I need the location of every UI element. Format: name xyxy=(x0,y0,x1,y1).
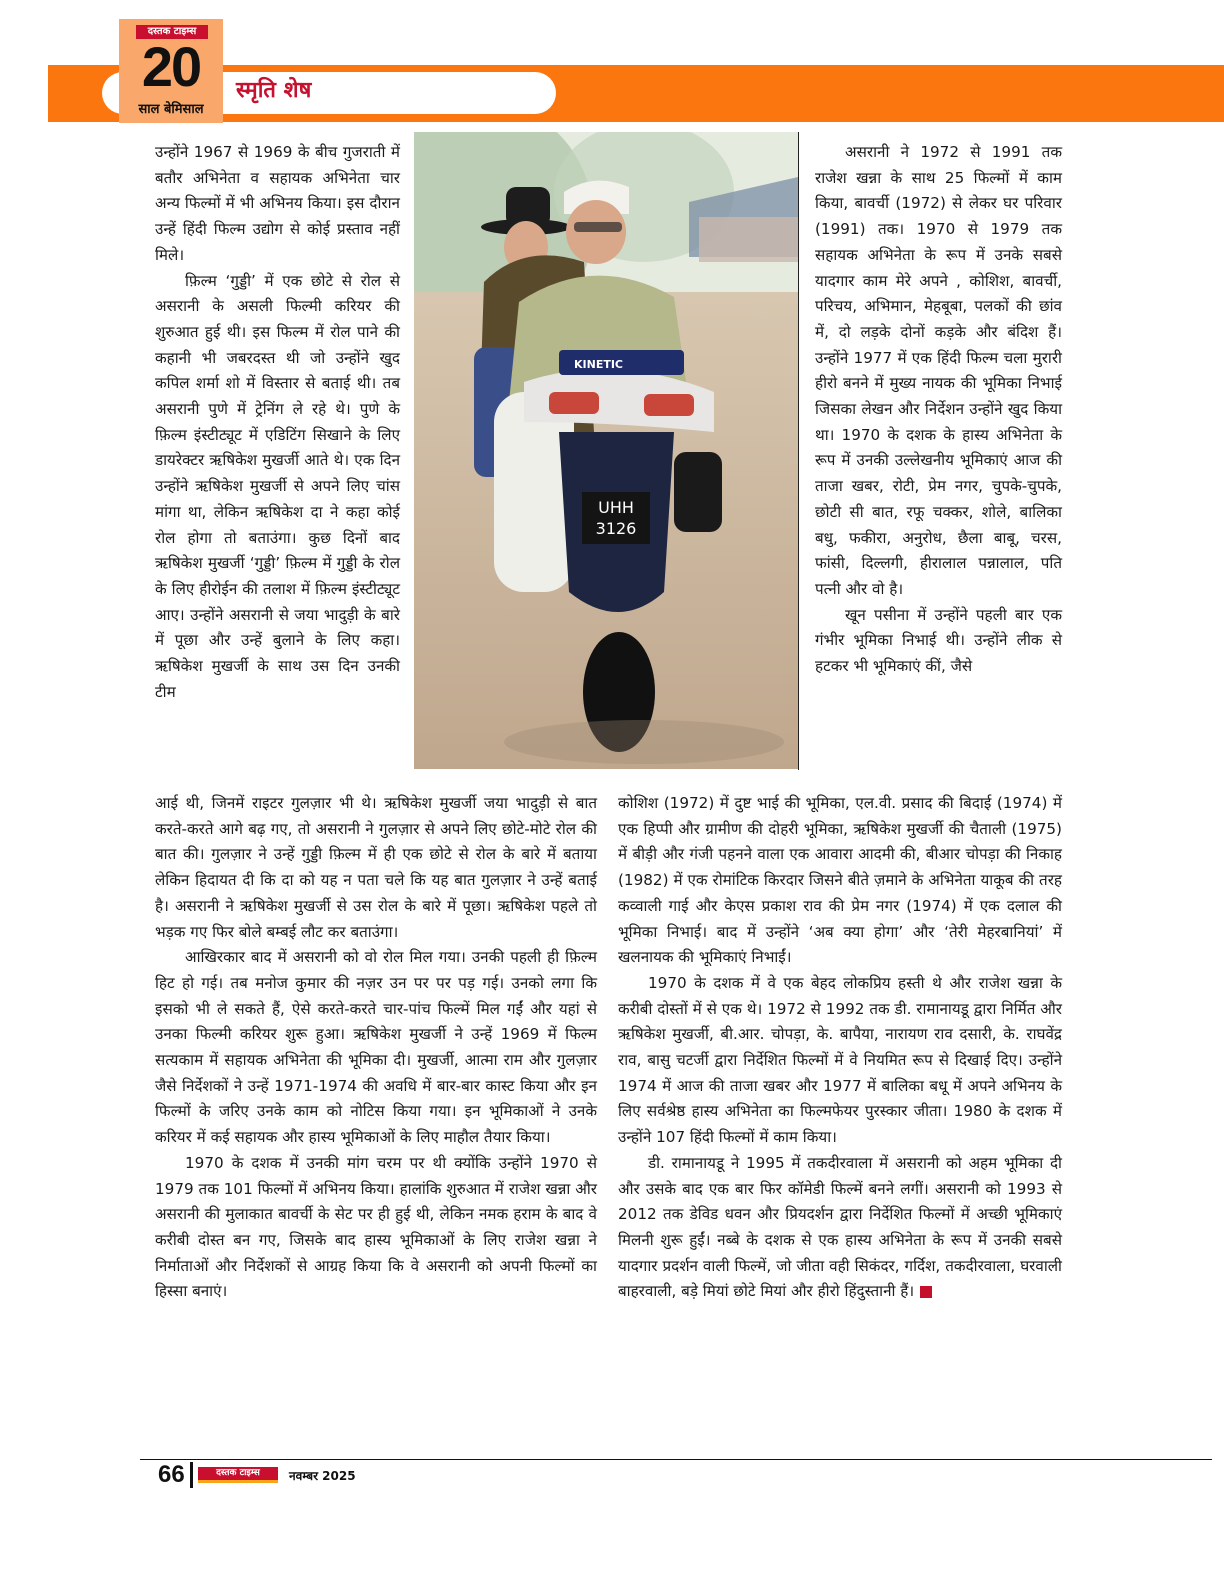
photo-scooter-riders xyxy=(414,132,798,769)
anniversary-number: 20 xyxy=(141,35,201,98)
photo-house-wall xyxy=(699,217,798,262)
publication-logo: दस्तक टाइम्स xyxy=(136,25,208,39)
paragraph: 1970 के दशक में उनकी मांग चरम पर थी क्योंकि उन्होंने 1970 से 1979 तक 101 फिल्मों में अभिनय किया। हालांकि शुरुआत में राजेश खन्ना और असरानी की मुलाकात बावर्ची के सेट पर ही हुई थी, लेकिन नमक हराम के बाद वे करीबी दोस्त बन गए, जिसके बाद हास्य भूमिकाओं के लिए राजेश खन्ना ने निर्माताओं और निर्देशकों से आग्रह किया कि वे असरानी को अपनी फिल्मों का हिस्सा बनाएं। xyxy=(155,1153,597,1301)
paragraph: 1970 के दशक में वे एक बेहद लोकप्रिय हस्ती थे और राजेश खन्ना के करीबी दोस्तों में से एक थे। 1972 से 1992 तक डी. रामानायडू द्वारा निर्मित और ऋषिकेश मुखर्जी, बी.आर. चोपड़ा, के. बापैया, नारायण राव दसारी, के. राघवेंद्र राव, बासु चटर्जी द्वारा निर्देशित फिल्मों में वे नियमित रूप से दिखाई दिए। उन्होंने 1974 में आज की ताजा खबर और 1977 में बालिका बधू में अपने अभिनय के लिए सर्वश्रेष्ठ हास्य अभिनेता का फिल्मफेयर पुरस्कार जीता। 1980 के दशक में उन्होंने 107 हिंदी फिल्मों में काम किया। xyxy=(618,973,1062,1147)
plate-line-1: UHH xyxy=(598,498,634,517)
paragraph: खून पसीना में उन्होंने पहली बार एक गंभीर भूमिका निभाई थी। उन्होंने लीक से हटकर भी भूमिकाएं कीं, जैसे xyxy=(815,605,1062,676)
footer-rule xyxy=(140,1459,1212,1460)
photo-indicator-left xyxy=(549,392,599,414)
photo-glasses xyxy=(574,222,622,232)
section-title: स्मृति शेष xyxy=(236,78,312,103)
anniversary-caption: साल बेमिसाल xyxy=(138,102,204,117)
photo-hat xyxy=(506,187,550,227)
photo-indicator-right xyxy=(644,394,694,416)
paragraph: आई थी, जिनमें राइटर गुलज़ार भी थे। ऋषिकेश मुखर्जी जया भादुड़ी से बात करते-करते आगे बढ़ गए, तो असरानी ने गुलज़ार से अपने लिए छोटे-मोटे रोल की बात की। गुलज़ार ने उन्हें गुड्डी फ़िल्म में ही एक छोटे से रोल के बारे में बताया लेकिन हिदायत दी कि दा को यह न पता चले कि यह बात गुलज़ार ने उन्हें बताई है। असरानी ने ऋषिकेश मुखर्जी से उस रोल के बारे में पूछा। ऋषिकेश पहले तो भड़क गए फिर बोले बम्बई लौट कर बताउंगा। xyxy=(155,794,597,941)
article-column-bottom-left xyxy=(155,791,597,1305)
paragraph-text: डी. रामानायडू ने 1995 में तकदीरवाला में असरानी को अहम भूमिका दी और उसके बाद एक बार फिर कॉमेडी फिल्में बनने लगीं। असरानी को 1993 से 2012 तक डेविड धवन और प्रियदर्शन द्वारा निर्देशित फिल्मों में अच्छी भूमिकाएं मिलनी शुरू हुईं। नब्बे के दशक से एक हास्य अभिनेता के रूप में उनकी सबसे यादगार प्रदर्शन वाली फिल्में, जो जीता वही सिकंदर, गर्दिश, तकदीरवाला, घरवाली बाहरवाली, बड़े मियां छोटे मियां और हीरो हिंदुस्तानी हैं। xyxy=(618,1153,1062,1301)
column-divider xyxy=(798,132,799,770)
paragraph: कोशिश (1972) में दुष्ट भाई की भूमिका, एल.वी. प्रसाद की बिदाई (1974) में एक हिप्पी और ग्रामीण की दोहरी भूमिका, ऋषिकेश मुखर्जी की चैताली (1975) में बीड़ी और गंजी पहनने वाला एक आवारा आदमी की, बीआर चोपड़ा की निकाह (1982) में एक रोमांटिक किरदार जिसने बीते ज़माने के अभिनेता याकूब की तरह कव्वाली गाई और केएस प्रकाश राव की प्रेम नगर (1974) में एक दलाल की भूमिका निभाई। बाद में उन्होंने ‘अब क्या होगा’ और ‘तेरी मेहरबानियां’ में खलनायक की भूमिकाएं निभाईं। xyxy=(618,794,1062,967)
plate-line-2: 3126 xyxy=(595,519,637,538)
page-number: 66 xyxy=(158,1461,185,1488)
article-column-bottom-right xyxy=(618,791,1062,1305)
issue-date: नवम्बर 2025 xyxy=(289,1469,356,1483)
article-photo xyxy=(414,132,798,769)
paragraph: आखिरकार बाद में असरानी को वो रोल मिल गया। उनकी पहली ही फ़िल्म हिट हो गई। तब मनोज कुमार की नज़र उन पर पर पड़ गई। उनको लगा कि इसको भी ले सकते हैं, ऐसे करते-करते चार-पांच फिल्में मिल गईं और यहां से उनका फिल्मी करियर शुरू हुआ। ऋषिकेश मुखर्जी ने उन्हें 1969 में फिल्म सत्यकाम में सहायक अभिनेता की भूमिका दी। मुखर्जी, आत्मा राम और गुलज़ार जैसे निर्देशकों ने उन्हें 1971-1974 की अवधि में बार-बार कास्ट किया और इन फिल्मों के जरिए उनके काम को नोटिस किया गया। इन भूमिकाओं ने उनके करियर में कई सहायक और हास्य भूमिकाओं के लिए माहौल तैयार किया। xyxy=(155,948,597,1147)
paragraph: फ़िल्म ‘गुड्डी’ में एक छोटे से रोल से असरानी के असली फिल्मी करियर की शुरुआत हुई थी। इस फिल्म में रोल पाने की कहानी भी जबरदस्त थी जो उन्होंने खुद कपिल शर्मा शो में विस्तार से बताई थी। तब असरानी पुणे में ट्रेनिंग ले रहे थे। पुणे के फ़िल्म इंस्टीट्यूट में एडिटिंग सिखाने के लिए डायरेक्टर ऋषिकेश मुखर्जी आते थे। एक दिन उन्होंने ऋषिकेश मुखर्जी से अपने लिए चांस मांगा था, लेकिन ऋषिकेश दा ने कहा कोई रोल होगा तो बताउंगा। कुछ दिनों बाद ऋषिकेश मुखर्जी ‘गुड्डी’ फ़िल्म में गुड्डी के रोल के लिए हीरोईन की तलाश में फ़िल्म इंस्टीट्यूट आए। उन्होंने असरानी से जया भादुड़ी के बारे में पूछा और उन्हें बुलाने के लिए कहा। ऋषिकेश मुखर्जी के साथ उस दिन उनकी टीम xyxy=(155,271,400,701)
article-column-left-top xyxy=(155,140,400,705)
paragraph: उन्होंने 1967 से 1969 के बीच गुजराती में बतौर अभिनेता व सहायक अभिनेता चार अन्य फिल्मों में भी अभिनय किया। इस दौरान उन्हें हिंदी फिल्म उद्योग से कोई प्रस्ताव नहीं मिले। xyxy=(155,143,400,264)
paragraph-last xyxy=(618,1151,1062,1305)
photo-bag xyxy=(674,452,722,532)
end-of-article-mark xyxy=(920,1286,932,1298)
paragraph: असरानी ने 1972 से 1991 तक राजेश खन्ना के साथ 25 फिल्मों में काम किया, बावर्ची (1972) से लेकर घर परिवार (1991) तक। 1970 से 1979 तक सहायक अभिनेता के रूप में उनके सबसे यादगार काम मेरे अपने , कोशिश, बावर्ची, परिचय, अभिमान, मेहबूबा, पलकों की छांव में, दो लड़के दोनों कड़के और बंदिश हैं। उन्होंने 1977 में एक हिंदी फिल्म चला मुरारी हीरो बनने में मुख्य नायक की भूमिका निभाई जिसका लेखन और निर्देशन उन्होंने खुद किया था। 1970 के दशक के हास्य अभिनेता के रूप में उनकी उल्लेखनीय भूमिकाएं आज की ताजा खबर, रोटी, प्रेम नगर, चुपके-चुपके, छोटी सी बात, रफू चक्कर, शोले, बालिका बधु, फकीरा, अनुरोध, छैला बाबू, चरस, फांसी, दिल्लगी, हीरालाल पन्नालाल, पति पत्नी और वो है। xyxy=(815,143,1062,598)
scooter-brand-text: KINETIC xyxy=(574,358,624,371)
anniversary-badge xyxy=(119,19,223,123)
photo-shadow xyxy=(504,720,784,764)
footer-publication-logo: दस्तक टाइम्स xyxy=(198,1467,278,1483)
footer-separator xyxy=(190,1462,193,1488)
article-column-right-top xyxy=(815,140,1062,680)
